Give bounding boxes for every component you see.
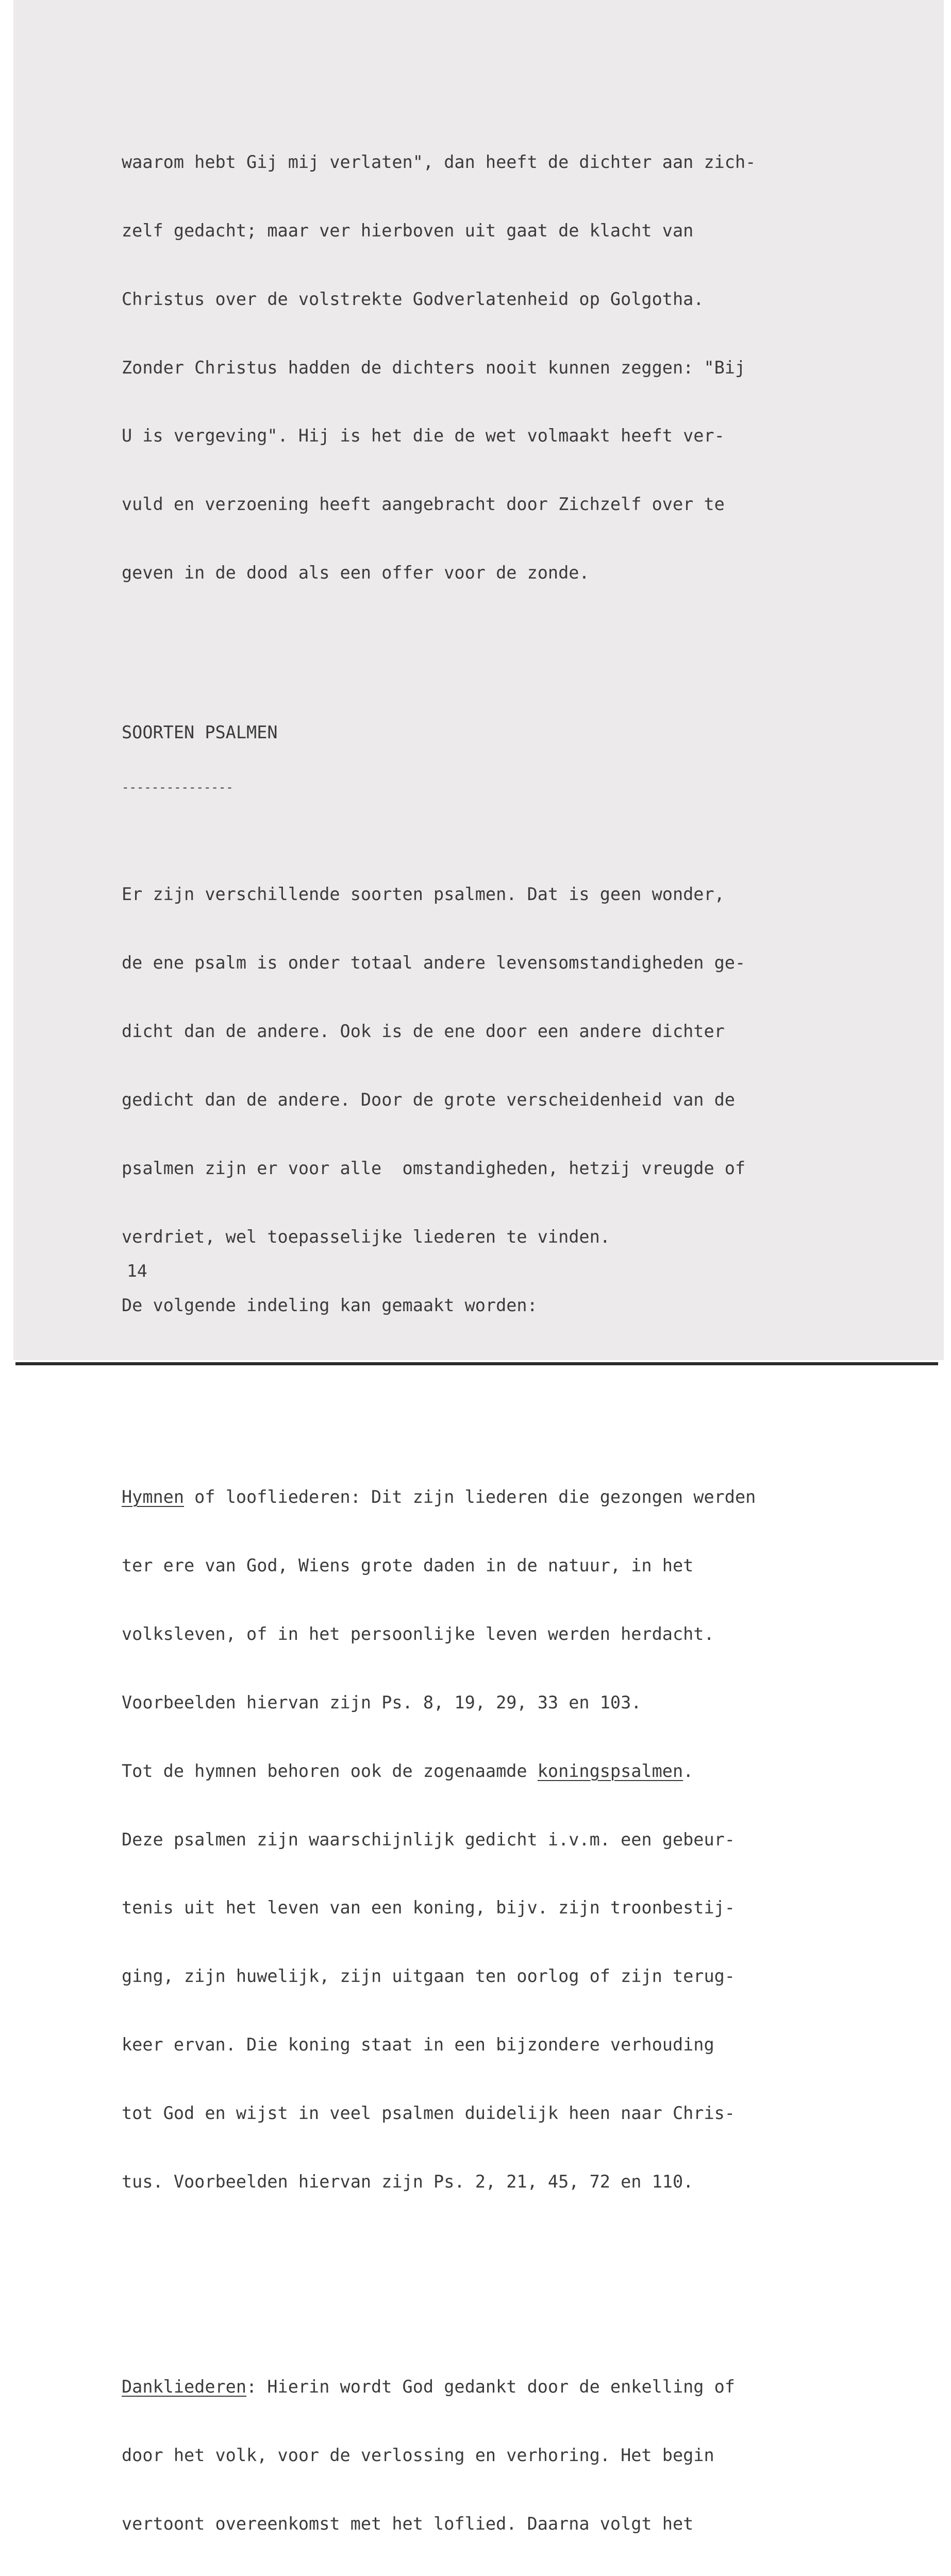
dank-first-line xyxy=(122,2376,854,2398)
intro-line: U is vergeving". Hij is het die de wet volmaakt heeft ver- xyxy=(122,426,725,446)
dank-line: door het volk, voor de verlossing en verhoring. Het begin xyxy=(122,2445,714,2466)
soorten-line: De volgende indeling kan gemaakt worden: xyxy=(122,1295,538,1315)
hymnen-line: Deze psalmen zijn waarschijnlijk gedicht i.v.m. een gebeur- xyxy=(122,1829,735,1850)
hymnen-line: tot God en wijst in veel psalmen duidelijk heen naar Chris- xyxy=(122,2103,735,2124)
body-text xyxy=(122,82,854,2576)
hymnen-first-line xyxy=(122,1486,854,1509)
dank-line: vertoont overeenkomst met het loflied. Daarna volgt het xyxy=(122,2514,694,2534)
page-number: 14 xyxy=(127,1261,147,1281)
hymnen-line: Voorbeelden hiervan zijn Ps. 8, 19, 29, 33 en 103. xyxy=(122,1692,642,1713)
soorten-line: verdriet, wel toepasselijke liederen te vinden. xyxy=(122,1226,610,1247)
intro-line: vuld en verzoening heeft aangebracht door Zichzelf over te xyxy=(122,494,725,515)
hymnen-line: ter ere van God, Wiens grote daden in de natuur, in het xyxy=(122,1555,694,1575)
intro-line: waarom hebt Gij mij verlaten", dan heeft de dichter aan zich- xyxy=(122,151,756,172)
soorten-line: gedicht dan de andere. Door de grote verscheidenheid van de xyxy=(122,1090,735,1110)
hymnen-line: volksleven, of in het persoonlijke leven werden herdacht. xyxy=(122,1623,714,1644)
soorten-line: psalmen zijn er voor alle omstandigheden, hetzij vreugde of xyxy=(122,1158,746,1178)
section-heading-rule: --------------- xyxy=(122,780,233,795)
koning-suffix: . xyxy=(683,1760,694,1781)
section-heading: SOORTEN PSALMEN xyxy=(122,722,278,743)
hymnen-line: tus. Voorbeelden hiervan zijn Ps. 2, 21, 45, 72 en 110. xyxy=(122,2172,694,2192)
koningspsalmen-term: koningspsalmen xyxy=(537,1760,683,1781)
koningspsalmen-line xyxy=(122,1760,854,1783)
intro-line: Zonder Christus hadden de dichters nooit kunnen zeggen: "Bij xyxy=(122,357,746,378)
hymnen-term: Hymnen xyxy=(122,1487,185,1507)
hymnen-line: tenis uit het leven van een koning, bijv. zijn troonbestij- xyxy=(122,1897,735,1918)
hymnen-first-rest: of loofliederen: Dit zijn liederen die gezongen werden xyxy=(184,1487,756,1507)
soorten-line: de ene psalm is onder totaal andere levensomstandigheden ge- xyxy=(122,953,746,973)
koning-prefix: Tot de hymnen behoren ook de zogenaamde xyxy=(122,1760,538,1781)
intro-line: geven in de dood als een offer voor de zonde. xyxy=(122,563,590,583)
intro-line: zelf gedacht; maar ver hierboven uit gaat de klacht van xyxy=(122,220,694,241)
hymnen-line: ging, zijn huwelijk, zijn uitgaan ten oorlog of zijn terug- xyxy=(122,1966,735,1987)
soorten-line: dicht dan de andere. Ook is de ene door een andere dichter xyxy=(122,1021,725,1042)
soorten-line: Er zijn verschillende soorten psalmen. Dat is geen wonder, xyxy=(122,884,725,905)
intro-line: Christus over de volstrekte Godverlatenheid op Golgotha. xyxy=(122,289,704,309)
hymnen-line: keer ervan. Die koning staat in een bijzondere verhouding xyxy=(122,2035,714,2055)
dank-first-rest: : Hierin wordt God gedankt door de enkelling of xyxy=(246,2377,735,2397)
dankliederen-term: Dankliederen xyxy=(122,2377,247,2397)
